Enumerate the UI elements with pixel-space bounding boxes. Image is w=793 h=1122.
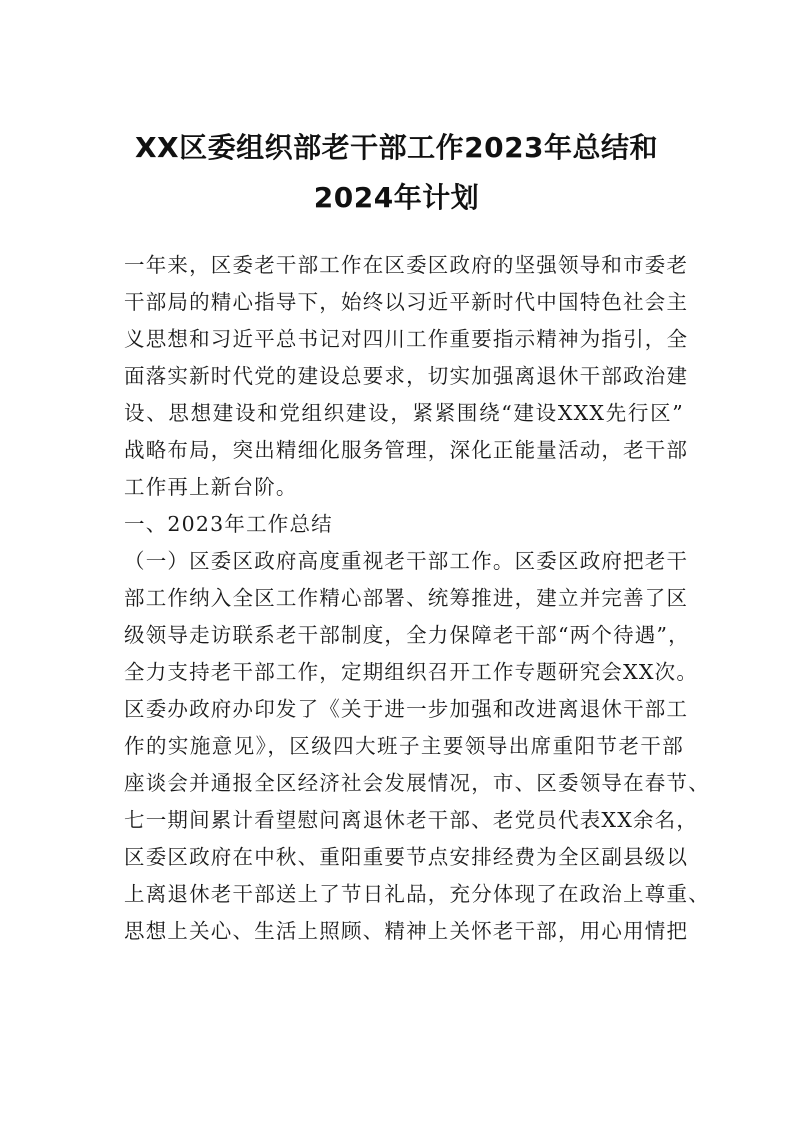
paragraph-line: 全力支持老干部工作，定期组织召开工作专题研究会XX次。 [124, 660, 699, 684]
paragraph-line: 区委区政府在中秋、重阳重要节点安排经费为全区副县级以 [124, 845, 689, 869]
paragraph-line: （一）区委区政府高度重视老干部工作。区委区政府把老干 [124, 549, 689, 573]
paragraph-line: 一年来，区委老干部工作在区委区政府的坚强领导和市委老 [124, 253, 689, 277]
paragraph-line: 战略布局，突出精细化服务管理，深化正能量活动，老干部 [124, 438, 689, 462]
paragraph-line: 作的实施意见》，区级四大班子主要领导出席重阳节老干部 [124, 734, 684, 758]
paragraph-line: 工作再上新台阶。 [124, 475, 298, 499]
paragraph-line: 上离退休老干部送上了节日礼品，充分体现了在政治上尊重、 [124, 882, 710, 906]
document-title-line-1: XX区委组织部老干部工作2023年总结和 [134, 131, 659, 164]
paragraph-line: 思想上关心、生活上照顾、精神上关怀老干部，用心用情把 [124, 919, 689, 943]
document-title-line-2: 2024年计划 [313, 181, 480, 214]
paragraph-line: 部工作纳入全区工作精心部署、统筹推进，建立并完善了区 [124, 586, 689, 610]
paragraph-line: 区委办政府办印发了《关于进一步加强和改进离退休干部工 [124, 697, 689, 721]
paragraph-line: 级领导走访联系老干部制度，全力保障老干部“两个待遇”， [124, 623, 690, 647]
paragraph-line: 义思想和习近平总书记对四川工作重要指示精神为指引，全 [124, 327, 689, 351]
paragraph-line: 七一期间累计看望慰问离退休老干部、老党员代表XX余名， [124, 808, 699, 832]
paragraph-line: 面落实新时代党的建设总要求，切实加强离退休干部政治建 [124, 364, 689, 388]
section-heading: 一、2023年工作总结 [124, 512, 333, 536]
paragraph-line: 干部局的精心指导下，始终以习近平新时代中国特色社会主 [124, 290, 689, 314]
paragraph-line: 座谈会并通报全区经济社会发展情况，市、区委领导在春节、 [124, 771, 710, 795]
paragraph-line: 设、思想建设和党组织建设，紧紧围绕“建设XXX先行区” [124, 401, 684, 425]
